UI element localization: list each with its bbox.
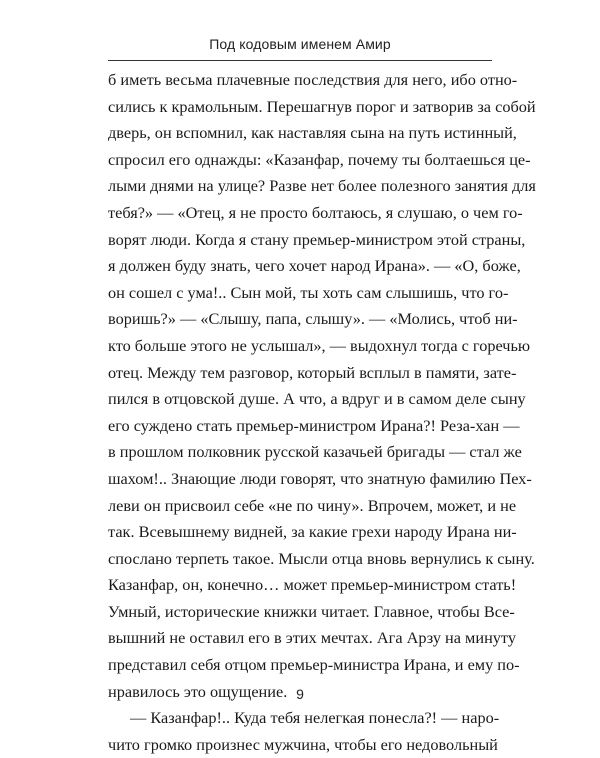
text-line: его суждено стать премьер-министром Ирана?! Реза-хан —	[108, 415, 520, 435]
header-rule	[108, 60, 492, 61]
text-line: представил себя отцом премьер-министра Ирана, и ему по-	[108, 655, 520, 675]
text-line: сились к крамольным. Перешагнув порог и затворив за собой	[108, 96, 536, 116]
text-line: дверь, он вспомнил, как наставляя сына на путь истинный,	[108, 123, 517, 143]
text-line: ворят люди. Когда я стану премьер-министром этой страны,	[108, 229, 526, 249]
text-line: лыми днями на улице? Разве нет более полезного занятия для	[108, 176, 536, 196]
text-line: пился в отцовской душе. А что, а вдруг и в самом деле сыну	[108, 389, 526, 409]
text-line: кто больше этого не услышал», — выдохнул тогда с горечью	[108, 335, 531, 355]
text-line: шахом!.. Знающие люди говорят, что знатную фамилию Пех-	[108, 468, 532, 488]
text-line: вышний не оставил его в этих мечтах. Ага Арзу на минуту	[108, 628, 516, 648]
body-text	[108, 67, 536, 758]
text-line: чито громко произнес мужчина, чтобы его недовольный	[108, 734, 498, 754]
text-line: в прошлом полковник русской казачьей бригады — стал же	[108, 442, 522, 462]
text-line: отец. Между тем разговор, который всплыл в памяти, зате-	[108, 362, 517, 382]
text-line: так. Всевышнему видней, за какие грехи народу Ирана ни-	[108, 522, 517, 542]
text-line: тебя?» — «Отец, я не просто болтаюсь, я слушаю, о чем го-	[108, 202, 523, 222]
text-line: спослано терпеть такое. Мысли отца вновь вернулись к сыну.	[108, 548, 535, 568]
text-line: нравилось это ощущение.	[108, 681, 288, 701]
text-line: Умный, исторические книжки читает. Главное, чтобы Все-	[108, 601, 515, 621]
page-number: 9	[296, 686, 304, 702]
text-line: леви он присвоил себе «не по чину». Впрочем, может, и не	[108, 495, 517, 515]
text-line: — Казанфар!.. Куда тебя нелегкая понесла?! — наро-	[130, 708, 500, 728]
running-head-title: Под кодовым именем Амир	[209, 36, 391, 52]
text-line: я должен буду знать, чего хочет народ Ирана». — «О, боже,	[108, 256, 521, 276]
text-line: воришь?» — «Слышу, папа, слышу». — «Молись, чтоб ни-	[108, 309, 518, 329]
text-line: он сошел с ума!.. Сын мой, ты хоть сам слышишь, что го-	[108, 282, 509, 302]
text-line: Казанфар, он, конечно… может премьер-министром стать!	[108, 575, 517, 595]
text-line: б иметь весьма плачевные последствия для него, ибо отно-	[108, 70, 518, 89]
text-line: спросил его однажды: «Казанфар, почему ты болтаешься це-	[108, 149, 531, 169]
